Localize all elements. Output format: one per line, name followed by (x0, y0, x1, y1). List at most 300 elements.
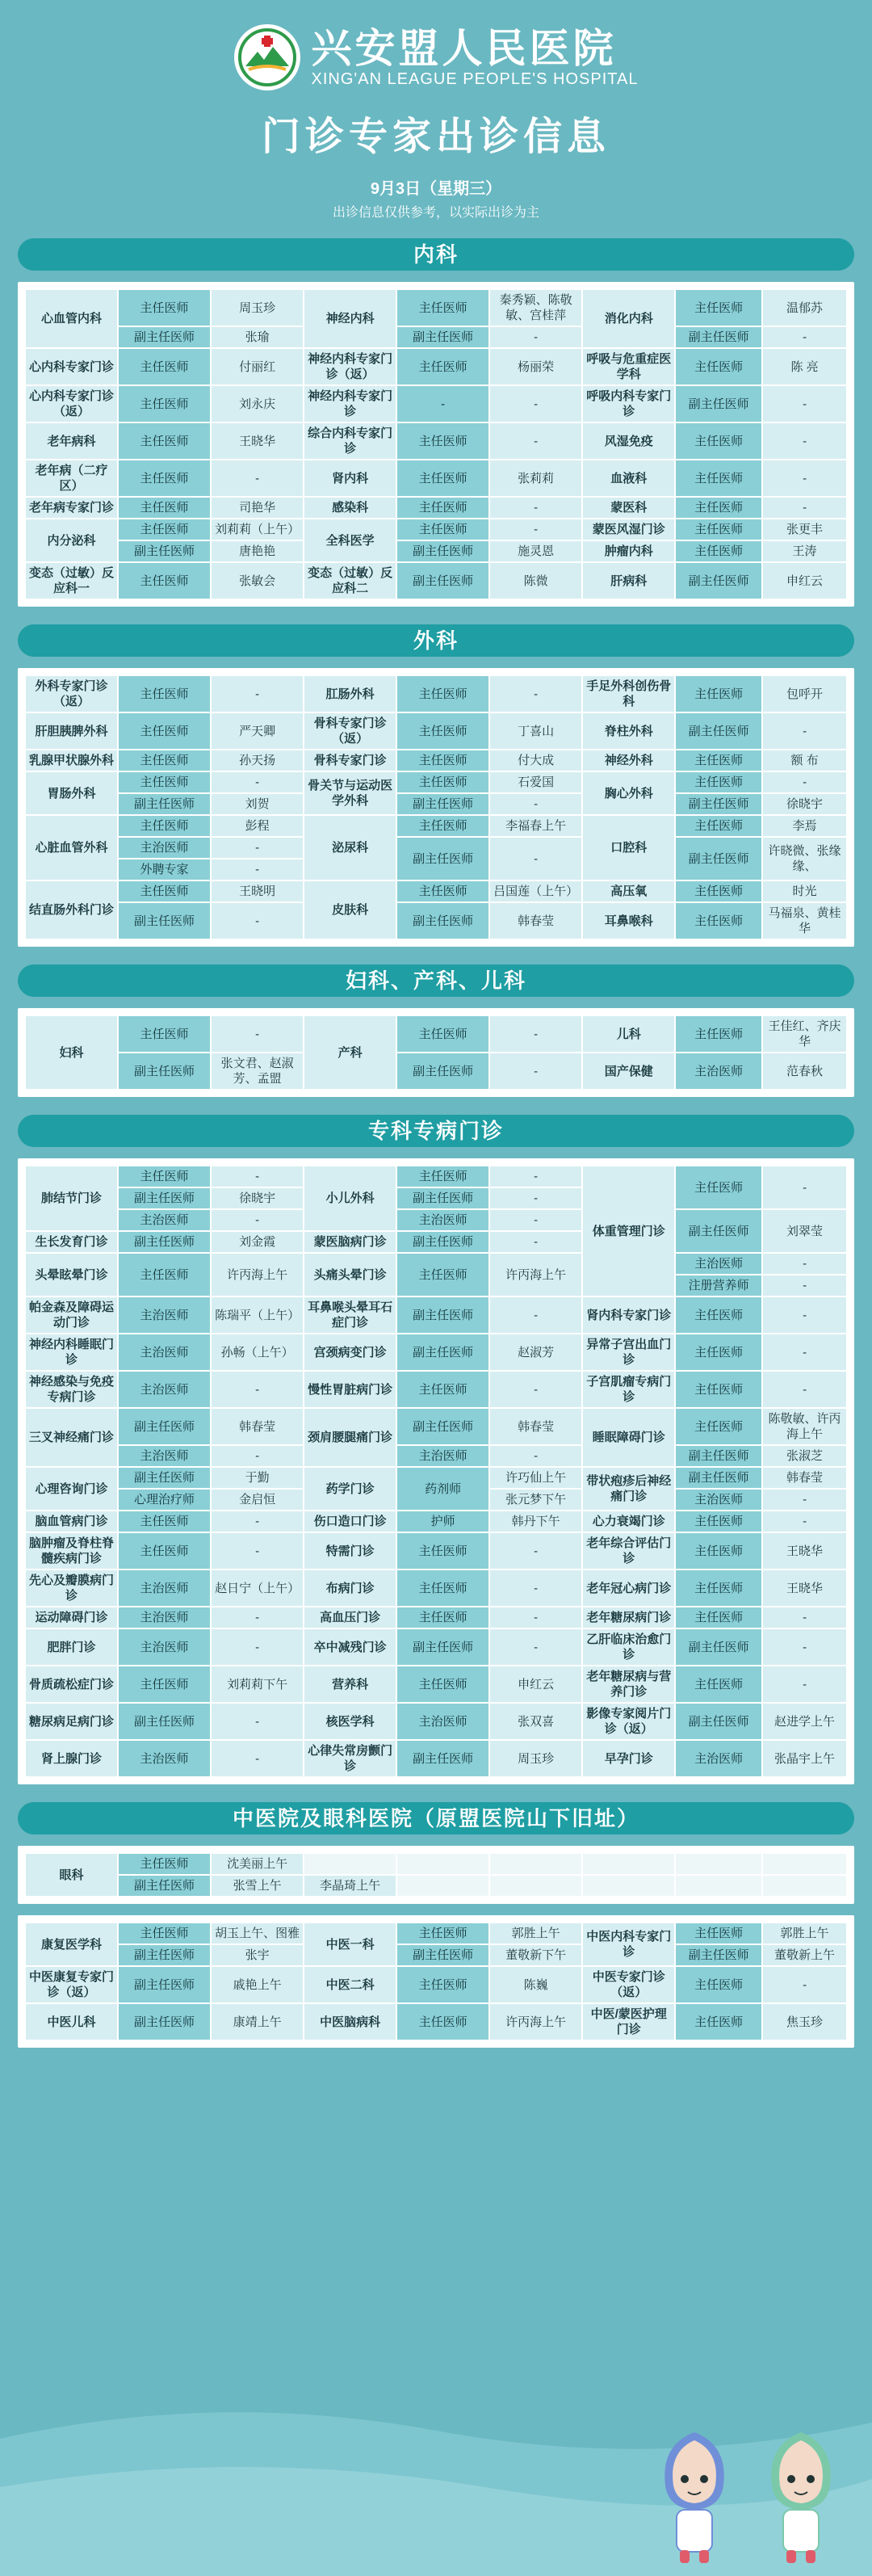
doctor-title-cell: 主任医师 (396, 519, 489, 540)
doctor-title-cell: 副主任医师 (118, 1231, 211, 1253)
department-cell: 产科 (304, 1015, 396, 1090)
section-title: 内科 (18, 238, 854, 271)
doctor-title-cell: 主治医师 (396, 1209, 489, 1231)
department-cell: 口腔科 (582, 815, 675, 880)
department-cell: 肾上腺门诊 (25, 1740, 118, 1777)
schedule-table (24, 1922, 848, 2041)
doctor-name-cell: - (762, 497, 847, 519)
department-cell: 影像专家阅片门诊（返） (582, 1703, 675, 1740)
department-cell: 蒙医脑病门诊 (304, 1231, 396, 1253)
empty-cell (304, 1853, 396, 1875)
doctor-title-cell: 主任医师 (396, 1666, 489, 1703)
department-cell: 体重管理门诊 (582, 1166, 675, 1296)
doctor-title-cell: 副主任医师 (396, 1408, 489, 1445)
doctor-name-cell: - (211, 1703, 304, 1740)
doctor-name-cell: 赵淑芳 (489, 1334, 582, 1371)
doctor-name-cell: 张元梦下午 (489, 1489, 582, 1511)
table-row (25, 1511, 847, 1532)
doctor-name-cell: - (211, 1511, 304, 1532)
doctor-name-cell: - (762, 422, 847, 460)
table-row (25, 1253, 847, 1275)
department-cell: 肿瘤内科 (582, 540, 675, 562)
schedule-table (24, 1165, 848, 1778)
department-cell: 脊柱外科 (582, 712, 675, 750)
doctor-name-cell: - (489, 675, 582, 712)
doctor-title-cell: 主任医师 (675, 1923, 762, 1944)
doctor-name-cell: 时光 (762, 880, 847, 902)
doctor-name-cell: 胡玉上午、图雅 (211, 1923, 304, 1944)
doctor-name-cell: - (762, 1371, 847, 1408)
doctor-name-cell: 孙天扬 (211, 750, 304, 771)
doctor-title-cell: 副主任医师 (118, 540, 211, 562)
doctor-name-cell: 张雪上午 (211, 1875, 304, 1897)
table-row (25, 1944, 847, 1966)
doctor-title-cell: 主治医师 (118, 1607, 211, 1628)
table-row (25, 1408, 847, 1445)
doctor-name-cell: 杨丽荣 (489, 348, 582, 385)
doctor-title-cell: 副主任医师 (396, 1628, 489, 1666)
doctor-title-cell: 主任医师 (118, 880, 211, 902)
doctor-title-cell: 主任医师 (675, 1666, 762, 1703)
department-cell: 颈肩腰腿痛门诊 (304, 1408, 396, 1467)
doctor-name-cell: - (211, 771, 304, 793)
doctor-name-cell: - (489, 1570, 582, 1607)
doctor-title-cell: 主任医师 (118, 519, 211, 540)
department-cell: 中医/蒙医护理门诊 (582, 2003, 675, 2040)
table-row (25, 460, 847, 497)
department-cell: 综合内科专家门诊 (304, 422, 396, 460)
department-cell: 三叉神经痛门诊 (25, 1408, 118, 1467)
department-cell: 神经内科 (304, 289, 396, 348)
department-cell: 核医学科 (304, 1703, 396, 1740)
doctor-name-cell: 周玉珍 (489, 1740, 582, 1777)
doctor-name-cell: - (211, 859, 304, 880)
department-cell: 心力衰竭门诊 (582, 1511, 675, 1532)
doctor-name-cell: 额 布 (762, 750, 847, 771)
table-row (25, 1875, 847, 1897)
doctor-name-cell: 许丙海上午 (489, 2003, 582, 2040)
doctor-title-cell: 副主任医师 (396, 1053, 489, 1090)
schedule-table (24, 1015, 848, 1090)
doctor-title-cell: 主任医师 (118, 1511, 211, 1532)
doctor-title-cell: 主治医师 (118, 1334, 211, 1371)
doctor-title-cell: 副主任医师 (396, 1944, 489, 1966)
doctor-name-cell: - (489, 1015, 582, 1053)
doctor-title-cell: 主任医师 (118, 1666, 211, 1703)
department-cell: 中医康复专家门诊（返） (25, 1966, 118, 2003)
doctor-name-cell: 王晓明 (211, 880, 304, 902)
doctor-name-cell: - (211, 902, 304, 939)
doctor-name-cell: 张文君、赵淑芳、孟盟 (211, 1053, 304, 1090)
department-cell: 康复医学科 (25, 1923, 118, 1966)
doctor-name-cell: - (489, 1532, 582, 1570)
section-card (18, 1915, 854, 2048)
doctor-title-cell: 主任医师 (118, 750, 211, 771)
doctor-title-cell: 副主任医师 (118, 793, 211, 815)
table-row (25, 1532, 847, 1570)
doctor-name-cell: - (762, 460, 847, 497)
department-cell: 特需门诊 (304, 1532, 396, 1570)
doctor-title-cell: 副主任医师 (675, 1944, 762, 1966)
doctor-title-cell: 主任医师 (396, 1966, 489, 2003)
doctor-title-cell: 主任医师 (118, 1853, 211, 1875)
doctor-title-cell: 主任医师 (675, 750, 762, 771)
doctor-title-cell: 主任医师 (675, 771, 762, 793)
doctor-name-cell: 徐晓宇 (762, 793, 847, 815)
doctor-title-cell: 副主任医师 (396, 793, 489, 815)
table-row (25, 1334, 847, 1371)
department-cell: 老年病专家门诊 (25, 497, 118, 519)
doctor-name-cell: 于勤 (211, 1467, 304, 1489)
doctor-title-cell: 主任医师 (396, 497, 489, 519)
doctor-title-cell: 主任医师 (396, 1253, 489, 1296)
doctor-name-cell: 付丽红 (211, 348, 304, 385)
doctor-title-cell: 副主任医师 (675, 1628, 762, 1666)
doctor-title-cell: 副主任医师 (675, 1467, 762, 1489)
department-cell: 心内科专家门诊（返） (25, 385, 118, 422)
table-row (25, 519, 847, 540)
doctor-name-cell: - (211, 837, 304, 859)
doctor-name-cell: 王涛 (762, 540, 847, 562)
doctor-title-cell: 主任医师 (118, 385, 211, 422)
footer-wave-decoration (0, 2390, 872, 2576)
department-cell: 异常子宫出血门诊 (582, 1334, 675, 1371)
department-cell: 神经感染与免疫专病门诊 (25, 1371, 118, 1408)
doctor-title-cell: 主任医师 (675, 348, 762, 385)
section-title: 妇科、产科、儿科 (18, 964, 854, 997)
department-cell: 运动障碍门诊 (25, 1607, 118, 1628)
doctor-name-cell: - (762, 1489, 847, 1511)
department-cell: 老年冠心病门诊 (582, 1570, 675, 1607)
schedule-table (24, 674, 848, 940)
doctor-name-cell: 刘金霞 (211, 1231, 304, 1253)
doctor-title-cell: 主治医师 (118, 837, 211, 859)
schedule-note: 出诊信息仅供参考，以实际出诊为主 (332, 206, 539, 220)
doctor-title-cell: 副主任医师 (675, 837, 762, 880)
doctor-title-cell: 主任医师 (396, 289, 489, 326)
doctor-title-cell: 主任医师 (396, 815, 489, 837)
doctor-title-cell: 主任医师 (118, 1015, 211, 1053)
department-cell: 肝病科 (582, 562, 675, 599)
doctor-title-cell: 主任医师 (675, 460, 762, 497)
doctor-name-cell: 温郁苏 (762, 289, 847, 326)
department-cell: 老年糖尿病门诊 (582, 1607, 675, 1628)
doctor-name-cell: 韩春莹 (489, 1408, 582, 1445)
doctor-name-cell: - (489, 1607, 582, 1628)
doctor-title-cell: 主任医师 (118, 289, 211, 326)
doctor-title-cell: 主治医师 (118, 1445, 211, 1467)
department-cell: 骨质疏松症门诊 (25, 1666, 118, 1703)
doctor-title-cell: 主任医师 (118, 1166, 211, 1187)
doctor-title-cell: 主任医师 (118, 675, 211, 712)
table-row (25, 1966, 847, 2003)
doctor-name-cell: 韩春莹 (489, 902, 582, 939)
table-row (25, 1166, 847, 1187)
doctor-name-cell: - (489, 1628, 582, 1666)
doctor-name-cell: 许丙海上午 (211, 1253, 304, 1296)
department-cell: 胃肠外科 (25, 771, 118, 815)
doctor-title-cell: 副主任医师 (675, 326, 762, 348)
doctor-name-cell: - (489, 1231, 582, 1253)
table-row (25, 385, 847, 422)
doctor-name-cell: 刘莉莉下午 (211, 1666, 304, 1703)
doctor-title-cell: 副主任医师 (396, 1296, 489, 1334)
doctor-title-cell: 主任医师 (675, 1607, 762, 1628)
doctor-name-cell: - (489, 497, 582, 519)
doctor-name-cell: 严天卿 (211, 712, 304, 750)
doctor-title-cell: 主任医师 (396, 348, 489, 385)
doctor-title-cell: 副主任医师 (118, 1703, 211, 1740)
department-cell: 血液科 (582, 460, 675, 497)
doctor-title-cell: 外聘专家 (118, 859, 211, 880)
doctor-name-cell: 赵进学上午 (762, 1703, 847, 1740)
doctor-title-cell: 主任医师 (675, 422, 762, 460)
doctor-name-cell: 秦秀颖、陈敬敏、宫桂萍 (489, 289, 582, 326)
doctor-title-cell: 主任医师 (675, 2003, 762, 2040)
doctor-title-cell: 主治医师 (675, 1740, 762, 1777)
doctor-title-cell: 主任医师 (118, 712, 211, 750)
doctor-name-cell: 王佳红、齐庆华 (762, 1015, 847, 1053)
doctor-title-cell: 副主任医师 (118, 326, 211, 348)
doctor-title-cell: 主任医师 (675, 1511, 762, 1532)
doctor-title-cell: 副主任医师 (396, 562, 489, 599)
empty-cell (396, 1875, 489, 1897)
department-cell: 妇科 (25, 1015, 118, 1090)
doctor-name-cell: 许丙海上午 (489, 1253, 582, 1296)
doctor-title-cell: 主任医师 (675, 1408, 762, 1445)
doctor-name-cell: - (211, 1371, 304, 1408)
page-header (0, 0, 872, 221)
doctor-name-cell: 董敬新上午 (762, 1944, 847, 1966)
doctor-name-cell: 包呼开 (762, 675, 847, 712)
table-row (25, 540, 847, 562)
doctor-title-cell: 主任医师 (396, 1371, 489, 1408)
doctor-name-cell: - (489, 1296, 582, 1334)
doctor-name-cell: 施灵恩 (489, 540, 582, 562)
doctor-title-cell: 主任医师 (675, 519, 762, 540)
table-row (25, 1923, 847, 1944)
doctor-title-cell: 主任医师 (396, 712, 489, 750)
department-cell: 神经内科专家门诊 (304, 385, 396, 422)
doctor-title-cell: 主任医师 (396, 422, 489, 460)
doctor-title-cell: 主任医师 (396, 2003, 489, 2040)
department-cell: 国产保健 (582, 1053, 675, 1090)
department-cell: 子宫肌瘤专病门诊 (582, 1371, 675, 1408)
department-cell: 骨关节与运动医学外科 (304, 771, 396, 815)
table-row (25, 1209, 847, 1231)
doctor-name-cell: 韩春莹 (762, 1467, 847, 1489)
doctor-name-cell: 董敬新下午 (489, 1944, 582, 1966)
doctor-name-cell: - (211, 1532, 304, 1570)
doctor-title-cell: 主任医师 (675, 1966, 762, 2003)
doctor-name-cell: 康靖上午 (211, 2003, 304, 2040)
doctor-name-cell: 张更丰 (762, 519, 847, 540)
doctor-name-cell: - (489, 1166, 582, 1187)
doctor-name-cell: 韩丹下午 (489, 1511, 582, 1532)
department-cell: 布病门诊 (304, 1570, 396, 1607)
doctor-title-cell: 副主任医师 (118, 1408, 211, 1445)
department-cell: 卒中减残门诊 (304, 1628, 396, 1666)
doctor-title-cell: 主任医师 (675, 902, 762, 939)
department-cell: 伤口造口门诊 (304, 1511, 396, 1532)
doctor-title-cell: 主任医师 (396, 880, 489, 902)
department-cell: 神经内科专家门诊（返） (304, 348, 396, 385)
doctor-name-cell: 王晓华 (211, 422, 304, 460)
doctor-name-cell: - (489, 1209, 582, 1231)
department-cell: 头痛头晕门诊 (304, 1253, 396, 1296)
doctor-name-cell: - (762, 1511, 847, 1532)
doctor-name-cell: 张宇 (211, 1944, 304, 1966)
department-cell: 心理咨询门诊 (25, 1467, 118, 1511)
department-cell: 胸心外科 (582, 771, 675, 815)
doctor-title-cell: 主任医师 (675, 540, 762, 562)
department-cell: 高压氧 (582, 880, 675, 902)
department-cell: 耳鼻喉科 (582, 902, 675, 939)
table-row (25, 815, 847, 837)
doctor-name-cell: 王晓华 (762, 1532, 847, 1570)
department-cell: 骨科专家门诊（返） (304, 712, 396, 750)
doctor-title-cell: 副主任医师 (675, 1703, 762, 1740)
department-cell: 中医内科专家门诊 (582, 1923, 675, 1966)
doctor-title-cell: 主治医师 (118, 1371, 211, 1408)
table-row (25, 1371, 847, 1408)
doctor-title-cell: 主任医师 (118, 1923, 211, 1944)
doctor-name-cell: 吕国莲（上午） (489, 880, 582, 902)
empty-cell (762, 1875, 847, 1897)
doctor-title-cell: 主任医师 (675, 497, 762, 519)
department-cell: 消化内科 (582, 289, 675, 348)
department-cell: 神经内科睡眠门诊 (25, 1334, 118, 1371)
doctor-title-cell: 副主任医师 (118, 2003, 211, 2040)
table-row (25, 2003, 847, 2040)
section-card (18, 1158, 854, 1784)
section-card (18, 1008, 854, 1097)
doctor-name-cell: - (762, 1628, 847, 1666)
doctor-name-cell: - (762, 1607, 847, 1628)
doctor-name-cell: 孙畅（上午） (211, 1334, 304, 1371)
doctor-title-cell: 主任医师 (118, 1253, 211, 1296)
doctor-name-cell: 赵日宁（上午） (211, 1570, 304, 1607)
department-cell: 蒙医科 (582, 497, 675, 519)
mascot-nurse-icon (762, 2429, 840, 2566)
doctor-title-cell: 主任医师 (396, 1607, 489, 1628)
department-cell: 眼科 (25, 1853, 118, 1897)
table-row (25, 712, 847, 750)
doctor-title-cell: 主治医师 (675, 1053, 762, 1090)
doctor-name-cell: 郭胜上午 (762, 1923, 847, 1944)
doctor-title-cell: 副主任医师 (118, 1467, 211, 1489)
doctor-name-cell: 焦玉珍 (762, 2003, 847, 2040)
doctor-title-cell: 药剂师 (396, 1467, 489, 1511)
table-row (25, 902, 847, 939)
table-row (25, 1445, 847, 1467)
table-row (25, 675, 847, 712)
department-cell: 乳腺甲状腺外科 (25, 750, 118, 771)
doctor-name-cell: 李晶琦上午 (304, 1875, 396, 1897)
hospital-name-en: XING'AN LEAGUE PEOPLE'S HOSPITAL (311, 69, 639, 88)
doctor-name-cell: - (211, 675, 304, 712)
doctor-title-cell: 主任医师 (675, 1334, 762, 1371)
department-cell: 中医专家门诊（返） (582, 1966, 675, 2003)
doctor-title-cell: 副主任医师 (118, 1187, 211, 1209)
doctor-title-cell: 心理治疗师 (118, 1489, 211, 1511)
department-cell: 心内科专家门诊 (25, 348, 118, 385)
doctor-title-cell: 主任医师 (118, 815, 211, 837)
department-cell: 呼吸与危重症医学科 (582, 348, 675, 385)
doctor-name-cell: - (211, 1445, 304, 1467)
table-row (25, 1703, 847, 1740)
table-row (25, 562, 847, 599)
department-cell: 睡眠障碍门诊 (582, 1408, 675, 1467)
doctor-title-cell: 主任医师 (675, 1371, 762, 1408)
section-card (18, 282, 854, 607)
doctor-name-cell: 张莉莉 (489, 460, 582, 497)
doctor-name-cell: - (762, 1253, 847, 1275)
department-cell: 耳鼻喉头晕耳石症门诊 (304, 1296, 396, 1334)
table-row (25, 1015, 847, 1053)
department-cell: 老年病（二疗区） (25, 460, 118, 497)
doctor-name-cell: - (489, 1371, 582, 1408)
doctor-name-cell: 张瑜 (211, 326, 304, 348)
doctor-title-cell: 主任医师 (396, 1923, 489, 1944)
empty-cell (762, 1853, 847, 1875)
doctor-title-cell: 副主任医师 (396, 837, 489, 880)
department-cell: 全科医学 (304, 519, 396, 562)
doctor-title-cell: 副主任医师 (396, 1187, 489, 1209)
doctor-name-cell: - (762, 1966, 847, 2003)
doctor-name-cell: 刘莉莉（上午） (211, 519, 304, 540)
department-cell: 脑肿瘤及脊柱脊髓疾病门诊 (25, 1532, 118, 1570)
doctor-name-cell: - (211, 1607, 304, 1628)
doctor-title-cell: 注册营养师 (675, 1275, 762, 1296)
department-cell: 肛肠外科 (304, 675, 396, 712)
table-row (25, 880, 847, 902)
doctor-name-cell: - (211, 460, 304, 497)
doctor-name-cell: - (762, 385, 847, 422)
department-cell: 肾内科专家门诊 (582, 1296, 675, 1334)
table-row (25, 326, 847, 348)
department-cell: 帕金森及障碍运动门诊 (25, 1296, 118, 1334)
doctor-name-cell: - (762, 1275, 847, 1296)
section-card (18, 1846, 854, 1904)
department-cell: 早孕门诊 (582, 1740, 675, 1777)
doctor-name-cell: 申红云 (762, 562, 847, 599)
doctor-name-cell: 郭胜上午 (489, 1923, 582, 1944)
doctor-title-cell: 主任医师 (675, 289, 762, 326)
department-cell: 外科专家门诊（返） (25, 675, 118, 712)
table-row (25, 1467, 847, 1489)
doctor-name-cell: - (762, 1166, 847, 1209)
doctor-title-cell: 主任医师 (396, 1166, 489, 1187)
doctor-title-cell: 主任医师 (118, 422, 211, 460)
doctor-title-cell: 主治医师 (118, 1740, 211, 1777)
doctor-title-cell: 副主任医师 (675, 793, 762, 815)
doctor-title-cell: 主任医师 (675, 675, 762, 712)
table-row (25, 422, 847, 460)
doctor-title-cell: 主治医师 (118, 1296, 211, 1334)
doctor-title-cell: 主任医师 (396, 750, 489, 771)
doctor-name-cell: - (489, 1187, 582, 1209)
doctor-name-cell: 许巧仙上午 (489, 1467, 582, 1489)
doctor-title-cell: 主任医师 (118, 1532, 211, 1570)
doctor-name-cell: - (211, 1166, 304, 1187)
table-row (25, 289, 847, 326)
doctor-name-cell: 李福春上午 (489, 815, 582, 837)
doctor-name-cell: - (762, 326, 847, 348)
table-row (25, 1666, 847, 1703)
doctor-name-cell: - (762, 1666, 847, 1703)
doctor-name-cell: - (489, 837, 582, 880)
